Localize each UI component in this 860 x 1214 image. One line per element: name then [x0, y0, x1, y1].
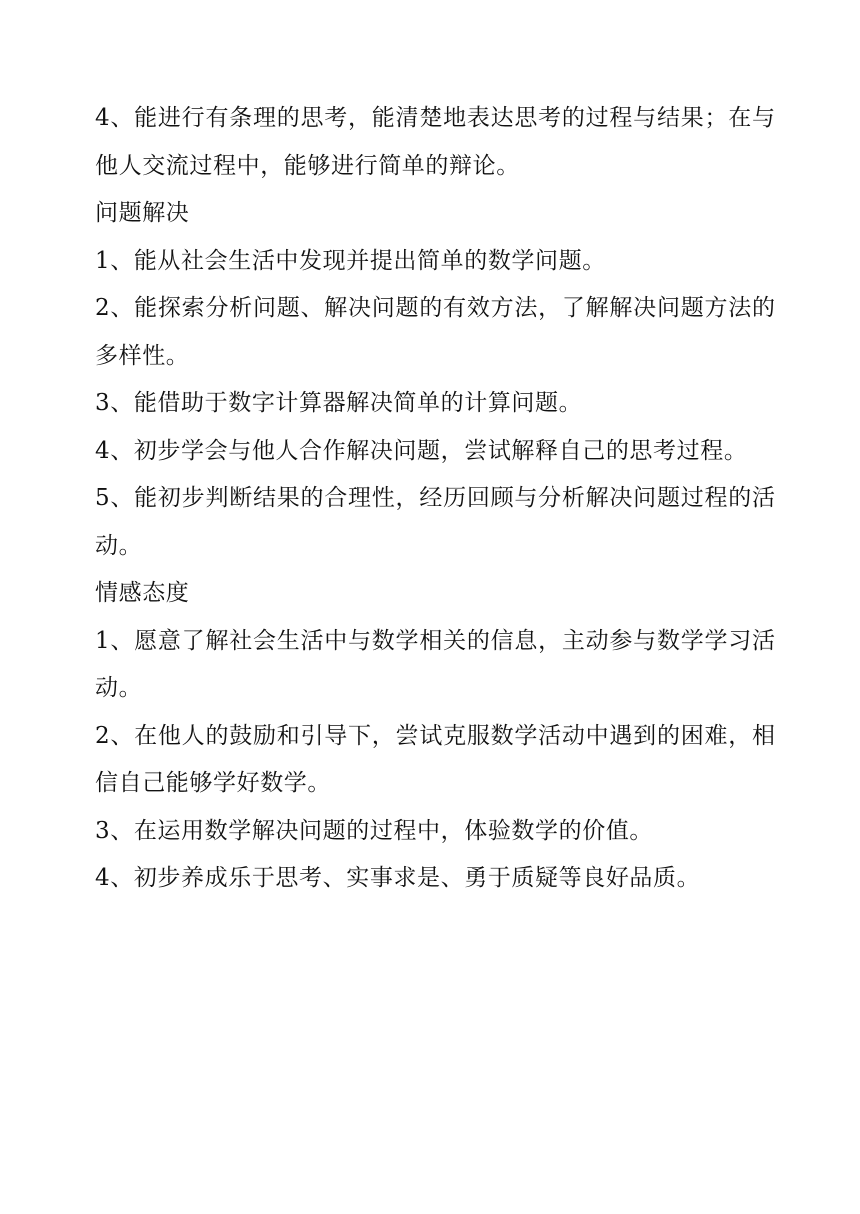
text-line: 1、能从社会生活中发现并提出简单的数学问题。: [95, 247, 606, 274]
text-line: 2、能探索分析问题、解决问题的有效方法，了解解决问题方法的: [95, 295, 775, 321]
text-line: 3、在运用数学解决问题的过程中，体验数学的价值。: [95, 817, 654, 844]
section-heading: 问题解决: [95, 200, 190, 226]
text-line: 3、能借助于数字计算器解决简单的计算问题。: [95, 390, 583, 416]
text-line: 动。: [95, 675, 143, 701]
text-line: 4、能进行有条理的思考，能清楚地表达思考的过程与结果；在与: [95, 105, 775, 131]
text-line: 动。: [95, 532, 143, 559]
text-line: 4、初步学会与他人合作解决问题，尝试解释自己的思考过程。: [95, 437, 748, 464]
text-line: 多样性。: [95, 342, 190, 369]
text-line: 5、能初步判断结果的合理性，经历回顾与分析解决问题过程的活: [95, 485, 775, 511]
text-line: 2、在他人的鼓励和引导下，尝试克服数学活动中遇到的困难，相: [95, 722, 775, 749]
text-line: 信自己能够学好数学。: [95, 770, 331, 796]
document-body: [95, 95, 775, 903]
text-line: 他人交流过程中，能够进行简单的辩论。: [95, 152, 520, 179]
text-line: 4、初步养成乐于思考、实事求是、勇于质疑等良好品质。: [95, 865, 701, 891]
text-line: 1、愿意了解社会生活中与数学相关的信息，主动参与数学学习活: [95, 627, 775, 654]
section-heading: 情感态度: [95, 580, 190, 606]
